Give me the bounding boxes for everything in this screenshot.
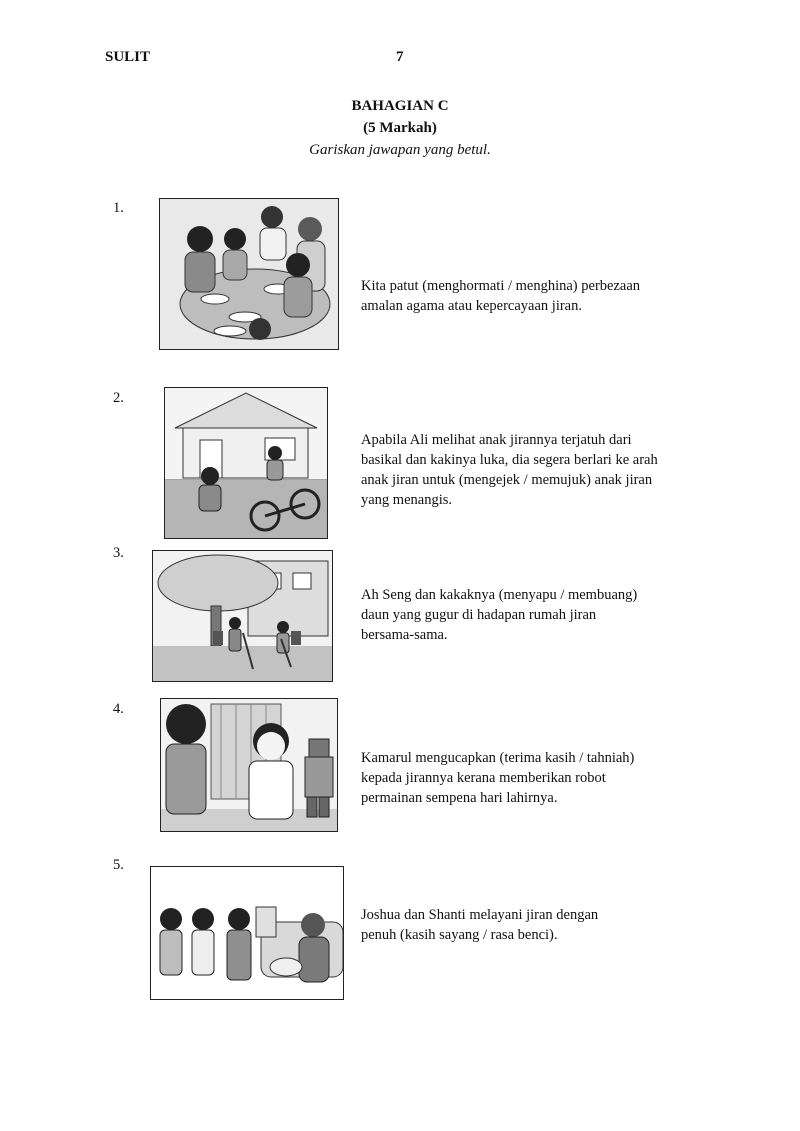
question-1-text — [361, 276, 701, 316]
question-1-line-1: Kita patut (menghormati / menghina) perbezaan — [361, 278, 641, 294]
question-2-text — [361, 430, 701, 510]
section-instruction: Gariskan jawapan yang betul. — [309, 142, 491, 158]
section-marks: (5 Markah) — [363, 120, 437, 136]
visiting-neighbour-icon — [151, 867, 343, 999]
sweeping-leaves-illustration — [152, 550, 333, 682]
question-1-number: 1. — [113, 200, 124, 216]
question-2-line-2: basikal dan kakinya luka, dia segera berlari ke arah — [361, 452, 658, 468]
question-3-line-3: bersama-sama. — [361, 627, 448, 643]
bicycle-fall-icon — [165, 388, 327, 538]
question-5-number: 5. — [113, 857, 124, 873]
question-5-line-1: Joshua dan Shanti melayani jiran dengan — [361, 907, 599, 923]
question-1-line-2: amalan agama atau kepercayaan jiran. — [361, 298, 582, 314]
question-4-line-2: kepada jirannya kerana memberikan robot — [361, 770, 606, 786]
page-number: 7 — [396, 49, 404, 65]
question-2-line-4: yang menangis. — [361, 492, 453, 508]
question-3-number: 3. — [113, 545, 124, 561]
bicycle-fall-illustration — [164, 387, 328, 539]
robot-gift-illustration — [160, 698, 338, 832]
question-3-line-2: daun yang gugur di hadapan rumah jiran — [361, 607, 597, 623]
question-4-text — [361, 748, 701, 808]
sweeping-leaves-icon — [153, 551, 332, 681]
header-sulit: SULIT — [105, 49, 151, 65]
question-4-line-3: permainan sempena hari lahirnya. — [361, 790, 558, 806]
question-5-line-2: penuh (kasih sayang / rasa benci). — [361, 927, 558, 943]
family-dinner-icon — [160, 199, 338, 349]
section-title: BAHAGIAN C — [351, 98, 449, 114]
question-2-line-1: Apabila Ali melihat anak jirannya terjatuh dari — [361, 432, 632, 448]
question-3-text — [361, 585, 701, 645]
robot-gift-icon — [161, 699, 337, 831]
question-5-text — [361, 905, 701, 945]
family-dinner-illustration — [159, 198, 339, 350]
question-4-line-1: Kamarul mengucapkan (terima kasih / tahniah) — [361, 750, 635, 766]
visiting-neighbour-illustration — [150, 866, 344, 1000]
question-2-line-3: anak jiran untuk (mengejek / memujuk) anak jiran — [361, 472, 653, 488]
question-4-number: 4. — [113, 701, 124, 717]
question-2-number: 2. — [113, 390, 124, 406]
question-3-line-1: Ah Seng dan kakaknya (menyapu / membuang) — [361, 587, 638, 603]
